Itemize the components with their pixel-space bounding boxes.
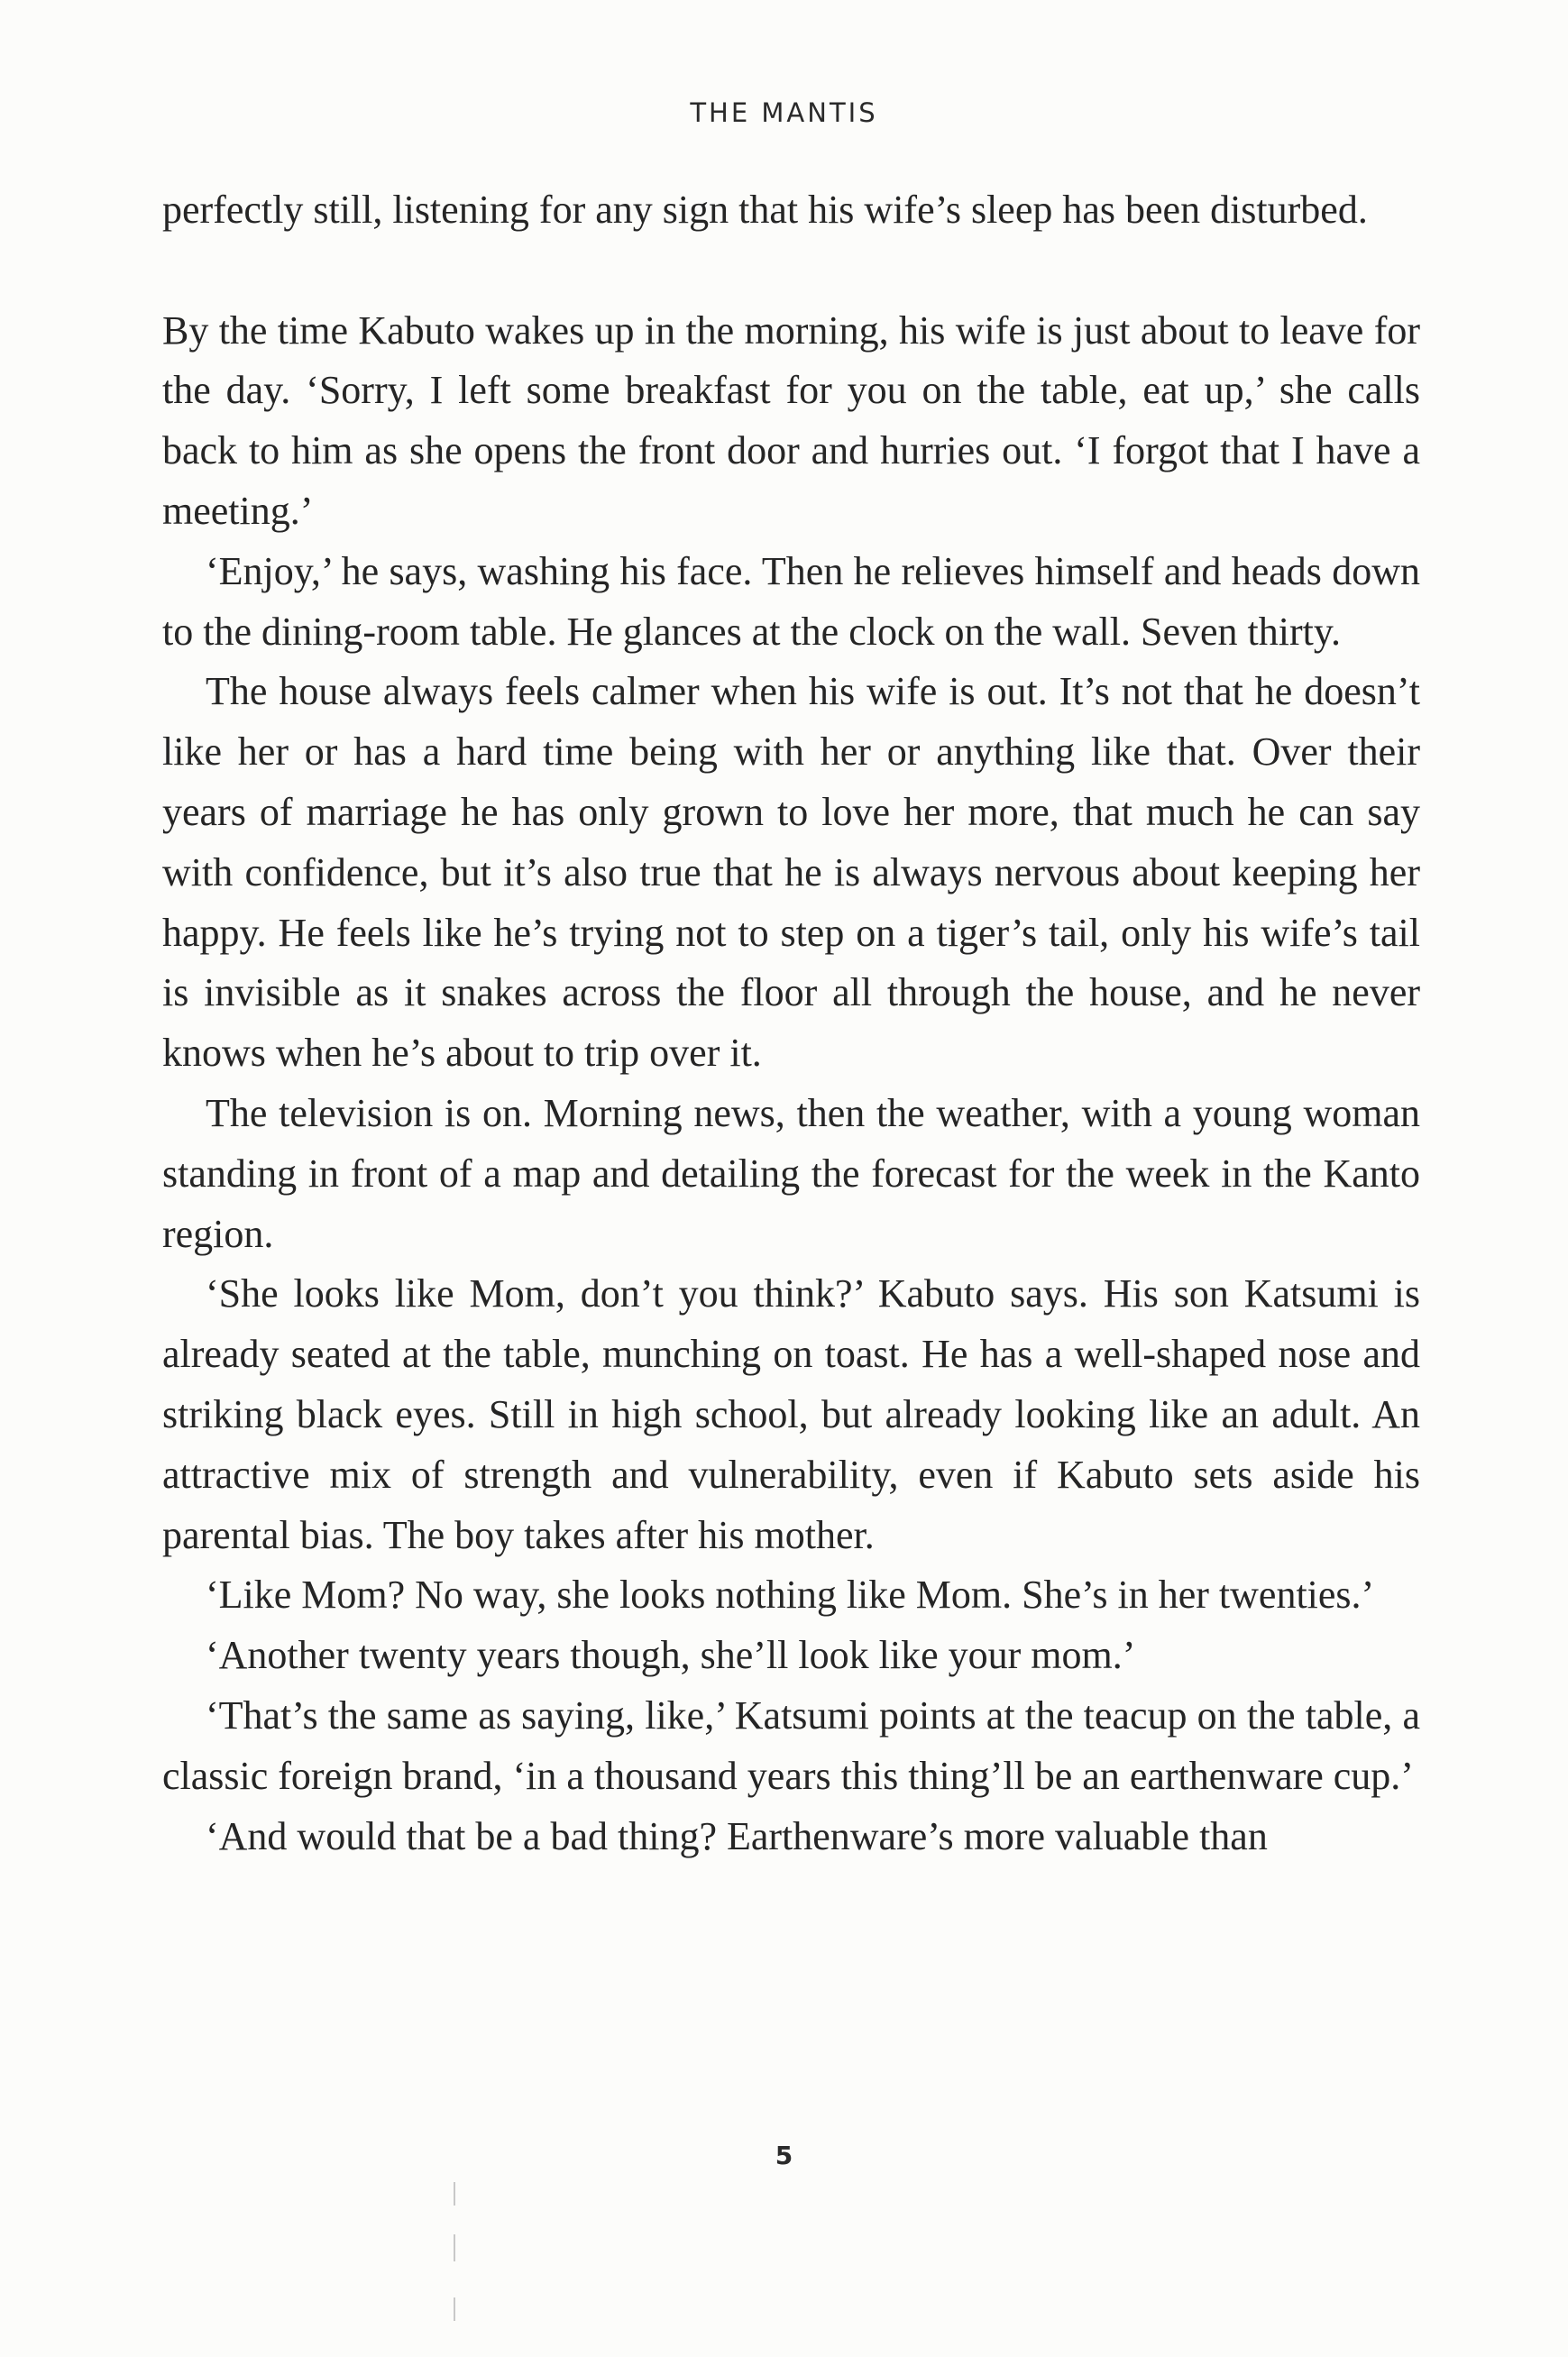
scan-artifact	[454, 2234, 455, 2261]
paragraph: ‘Another twenty years though, she’ll look like your mom.’	[206, 1633, 1136, 1678]
paragraph: ‘That’s the same as saying, like,’ Katsumi points at the teacup on the table, a classic foreign brand, ‘in a thousand years this thing’ll be an earthenware cup.’	[162, 1692, 1420, 1798]
page-number: 5	[775, 2141, 793, 2170]
body-text	[162, 180, 1420, 1866]
paragraph: By the time Kabuto wakes up in the morning, his wife is just about to leave for the day. ‘Sorry, I left some breakfast for you on the table, eat up,’ she calls back to him as she opens the front door and hurries out. ‘I forgot that I have a meeting.’	[162, 307, 1420, 533]
paragraph: ‘And would that be a bad thing? Earthenware’s more valuable than	[206, 1813, 1268, 1858]
paragraph: ‘She looks like Mom, don’t you think?’ Kabuto says. His son Katsumi is already seated at the table, munching on toast. He has a well-shaped nose and striking black eyes. Still in high school, but already looking like an adult. An attractive mix of strength and vulnerability, even if Kabuto sets aside his parental bias. The boy takes after his mother.	[162, 1271, 1420, 1557]
scan-artifact	[454, 2182, 455, 2206]
paragraph: ‘Enjoy,’ he says, washing his face. Then he relieves himself and heads down to the dining-room table. He glances at the clock on the wall. Seven thirty.	[162, 548, 1420, 654]
paragraph: ‘Like Mom? No way, she looks nothing like Mom. She’s in her twenties.’	[206, 1573, 1375, 1618]
paragraph: perfectly still, listening for any sign that his wife’s sleep has been disturbed.	[162, 188, 1368, 232]
running-head: THE MANTIS	[690, 97, 878, 128]
scan-artifact	[454, 2297, 455, 2321]
paragraph: The house always feels calmer when his wife is out. It’s not that he doesn’t like her or has a hard time being with her or anything like that. Over their years of marriage he has only grown to love her more, that much he can say with confidence, but it’s also true that he is always nervous about keeping her happy. He feels like he’s trying not to step on a tiger’s tail, only his wife’s tail is invisible as it snakes across the floor all through the house, and he never knows when he’s about to trip over it.	[162, 669, 1420, 1076]
paragraph: The television is on. Morning news, then the weather, with a young woman standing in front of a map and detailing the forecast for the week in the Kanto region.	[162, 1090, 1420, 1256]
